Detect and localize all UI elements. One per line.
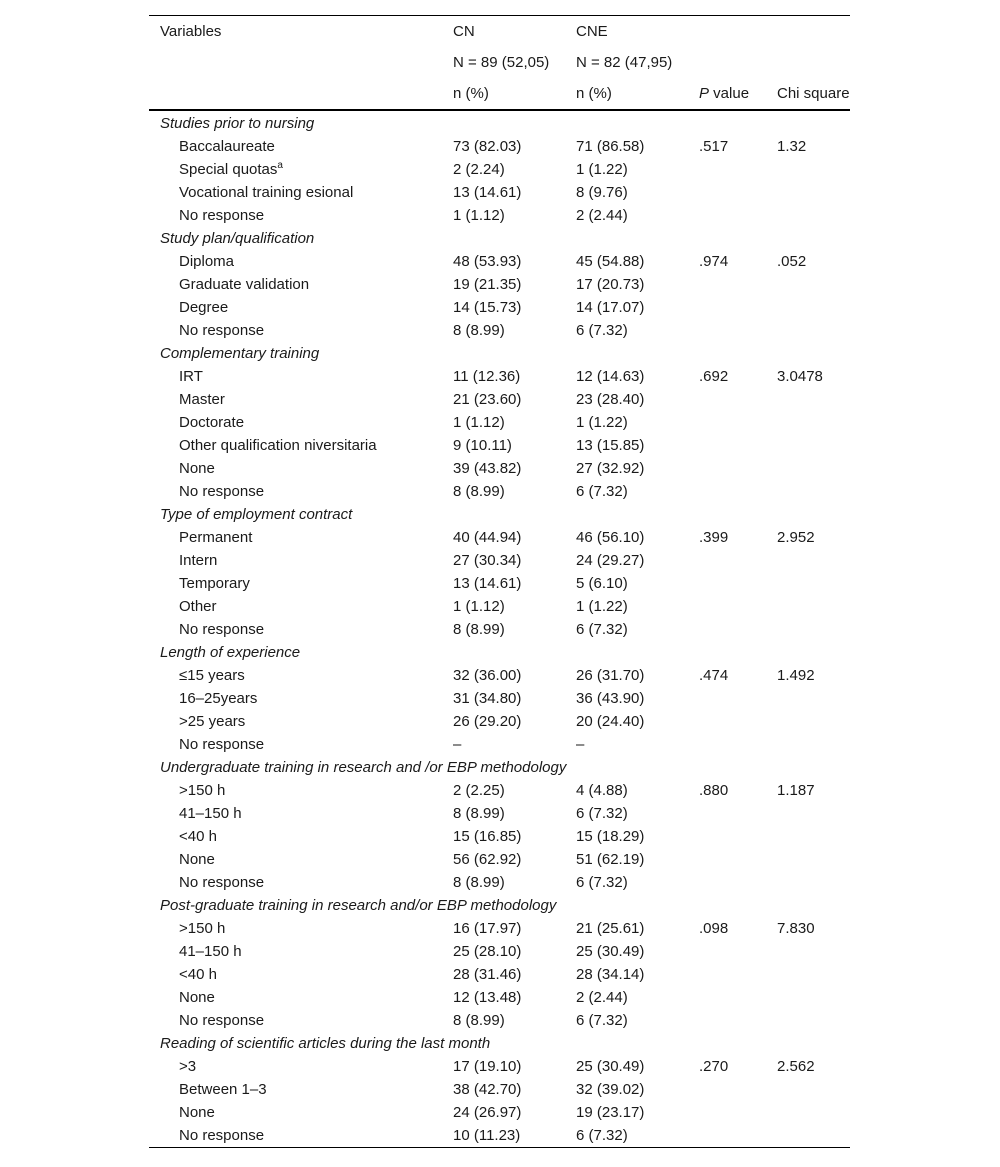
row-label	[149, 365, 453, 388]
cn-value: 2 (2.24)	[453, 161, 505, 178]
cne-value: 19 (23.17)	[576, 1104, 645, 1121]
p-value: .974	[699, 253, 729, 270]
chi-square-value	[777, 204, 850, 227]
section-header-row	[149, 227, 850, 250]
table-row	[149, 940, 850, 963]
section-header-row	[149, 756, 850, 779]
chi-square-value	[777, 825, 850, 848]
chi-square-value	[777, 940, 850, 963]
section-header-row	[149, 894, 850, 917]
table-row	[149, 158, 850, 181]
table-row	[149, 273, 850, 296]
header-empty	[699, 47, 777, 78]
row-label	[149, 319, 453, 342]
p-value	[699, 480, 777, 503]
row-label-text: None	[179, 460, 215, 477]
cn-value: 9 (10.11)	[453, 437, 512, 454]
table-row	[149, 526, 850, 549]
header-empty	[699, 16, 777, 48]
cne-value: 28 (34.14)	[576, 966, 645, 983]
row-label	[149, 1124, 453, 1148]
p-value: .270	[699, 1058, 729, 1075]
row-label-text: Temporary	[179, 575, 250, 592]
p-value: .880	[699, 782, 729, 799]
chi-square-value	[777, 480, 850, 503]
chi-square-value	[777, 1009, 850, 1032]
section-title: Length of experience	[160, 644, 301, 661]
p-value	[699, 549, 777, 572]
cne-value: 1 (1.22)	[576, 161, 628, 178]
p-value	[699, 618, 777, 641]
chi-square-value	[777, 802, 850, 825]
cn-value: 1 (1.12)	[453, 207, 505, 224]
table-row	[149, 296, 850, 319]
cne-value: 4 (4.88)	[576, 782, 628, 799]
cn-value: 15 (16.85)	[453, 828, 522, 845]
chi-square-value: 1.492	[777, 667, 815, 684]
header-variables: Variables	[160, 23, 222, 40]
row-label	[149, 388, 453, 411]
cn-value: 8 (8.99)	[453, 1012, 505, 1029]
table-row	[149, 1055, 850, 1078]
cne-value: 26 (31.70)	[576, 667, 645, 684]
chi-square-value: 7.830	[777, 920, 815, 937]
p-value: .399	[699, 529, 729, 546]
p-value	[699, 457, 777, 480]
footnote-marker: a	[277, 160, 283, 171]
table-row	[149, 917, 850, 940]
section-header-row	[149, 110, 850, 135]
table-body	[149, 110, 850, 1148]
header-cn: CN	[453, 23, 475, 40]
cn-value: 13 (14.61)	[453, 184, 522, 201]
table-row	[149, 848, 850, 871]
chi-square-value	[777, 158, 850, 181]
cne-value: 1 (1.22)	[576, 598, 628, 615]
row-label	[149, 526, 453, 549]
row-label-text: Graduate validation	[179, 276, 310, 293]
row-label-text: ≤15 years	[179, 667, 245, 684]
cne-value: 6 (7.32)	[576, 322, 628, 339]
header-chi-square: Chi square	[777, 78, 850, 110]
cn-value: 13 (14.61)	[453, 575, 522, 592]
cn-value: 8 (8.99)	[453, 483, 505, 500]
results-table	[149, 15, 850, 1148]
chi-square-value	[777, 296, 850, 319]
cne-value: 17 (20.73)	[576, 276, 645, 293]
table-row	[149, 204, 850, 227]
row-label	[149, 1009, 453, 1032]
row-label	[149, 480, 453, 503]
cn-value: –	[453, 736, 462, 753]
chi-square-value	[777, 986, 850, 1009]
table-row	[149, 986, 850, 1009]
header-p-rest: value	[709, 85, 750, 102]
chi-square-value: 2.952	[777, 529, 815, 546]
cne-value: 2 (2.44)	[576, 207, 628, 224]
chi-square-value	[777, 388, 850, 411]
p-value	[699, 848, 777, 871]
cne-value: 6 (7.32)	[576, 1012, 628, 1029]
section-header-row	[149, 342, 850, 365]
row-label	[149, 917, 453, 940]
table-row	[149, 319, 850, 342]
row-label	[149, 940, 453, 963]
cne-value: 14 (17.07)	[576, 299, 645, 316]
cn-value: 8 (8.99)	[453, 322, 505, 339]
chi-square-value	[777, 273, 850, 296]
row-label-text: No response	[179, 1012, 265, 1029]
cn-value: 11 (12.36)	[453, 368, 521, 385]
p-value	[699, 802, 777, 825]
cne-value: 6 (7.32)	[576, 621, 628, 638]
header-empty	[777, 47, 850, 78]
p-value: .098	[699, 920, 729, 937]
p-value	[699, 871, 777, 894]
chi-square-value: 1.32	[777, 138, 807, 155]
table-row	[149, 480, 850, 503]
chi-square-value	[777, 181, 850, 204]
p-value	[699, 319, 777, 342]
row-label	[149, 158, 453, 181]
chi-square-value	[777, 1124, 850, 1148]
chi-square-value	[777, 572, 850, 595]
cn-value: 8 (8.99)	[453, 621, 505, 638]
row-label	[149, 1055, 453, 1078]
p-value	[699, 1124, 777, 1148]
chi-square-value: 2.562	[777, 1058, 815, 1075]
p-value	[699, 411, 777, 434]
row-label	[149, 687, 453, 710]
table-row	[149, 1124, 850, 1148]
cne-value: 5 (6.10)	[576, 575, 628, 592]
row-label-text: IRT	[179, 368, 203, 385]
cn-value: 25 (28.10)	[453, 943, 522, 960]
cn-value: 48 (53.93)	[453, 253, 522, 270]
header-p-italic: P	[699, 85, 710, 102]
cne-value: 6 (7.32)	[576, 1127, 628, 1144]
row-label-text: Special quotas	[179, 161, 278, 178]
row-label	[149, 572, 453, 595]
p-value: .517	[699, 138, 729, 155]
p-value: .474	[699, 667, 729, 684]
table-row	[149, 595, 850, 618]
p-value	[699, 1009, 777, 1032]
p-value	[699, 986, 777, 1009]
row-label-text: >150 h	[179, 920, 226, 937]
section-title: Type of employment contract	[160, 506, 353, 523]
section-title: Complementary training	[160, 345, 320, 362]
chi-square-value	[777, 710, 850, 733]
row-label	[149, 457, 453, 480]
table-row	[149, 779, 850, 802]
cn-value: 32 (36.00)	[453, 667, 522, 684]
table-row	[149, 710, 850, 733]
p-value	[699, 158, 777, 181]
cne-value: 27 (32.92)	[576, 460, 645, 477]
table-row	[149, 135, 850, 158]
p-value	[699, 1078, 777, 1101]
p-value: .692	[699, 368, 729, 385]
p-value	[699, 572, 777, 595]
row-label	[149, 273, 453, 296]
table-row	[149, 733, 850, 756]
chi-square-value: 3.0478	[777, 368, 823, 385]
p-value	[699, 273, 777, 296]
row-label	[149, 802, 453, 825]
cn-value: 1 (1.12)	[453, 414, 505, 431]
row-label	[149, 779, 453, 802]
header-row-sizes	[149, 47, 850, 78]
chi-square-value: .052	[777, 253, 807, 270]
cne-value: 1 (1.22)	[576, 414, 628, 431]
row-label	[149, 848, 453, 871]
row-label-text: No response	[179, 621, 265, 638]
row-label	[149, 296, 453, 319]
header-empty	[777, 16, 850, 48]
table-row	[149, 457, 850, 480]
chi-square-value	[777, 1078, 850, 1101]
p-value	[699, 963, 777, 986]
cne-value: 8 (9.76)	[576, 184, 628, 201]
p-value	[699, 687, 777, 710]
cn-value: 28 (31.46)	[453, 966, 522, 983]
row-label-text: Between 1–3	[179, 1081, 267, 1098]
cne-value: 13 (15.85)	[576, 437, 645, 454]
cn-value: 26 (29.20)	[453, 713, 522, 730]
cn-value: 39 (43.82)	[453, 460, 522, 477]
row-label	[149, 1101, 453, 1124]
row-label-text: 41–150 h	[179, 805, 242, 822]
table-row	[149, 1078, 850, 1101]
row-label	[149, 549, 453, 572]
cn-value: 14 (15.73)	[453, 299, 522, 316]
table-row	[149, 618, 850, 641]
row-label-text: No response	[179, 1127, 265, 1144]
row-label-text: <40 h	[179, 966, 217, 983]
cn-value: 8 (8.99)	[453, 805, 505, 822]
row-label	[149, 204, 453, 227]
cn-value: 8 (8.99)	[453, 874, 505, 891]
row-label-text: None	[179, 851, 215, 868]
cne-value: 36 (43.90)	[576, 690, 645, 707]
cne-value: 71 (86.58)	[576, 138, 645, 155]
row-label-text: Doctorate	[179, 414, 245, 431]
row-label	[149, 871, 453, 894]
cne-value: 2 (2.44)	[576, 989, 628, 1006]
p-value	[699, 710, 777, 733]
row-label-text: 41–150 h	[179, 943, 242, 960]
chi-square-value	[777, 319, 850, 342]
row-label-text: >150 h	[179, 782, 226, 799]
row-label	[149, 411, 453, 434]
table-row	[149, 365, 850, 388]
cn-value: 10 (11.23)	[453, 1127, 521, 1144]
table-row	[149, 411, 850, 434]
table-row	[149, 572, 850, 595]
p-value	[699, 388, 777, 411]
cn-value: 31 (34.80)	[453, 690, 522, 707]
table-row	[149, 825, 850, 848]
chi-square-value	[777, 618, 850, 641]
p-value	[699, 825, 777, 848]
row-label	[149, 618, 453, 641]
table-row	[149, 434, 850, 457]
row-label-text: None	[179, 1104, 215, 1121]
table-row	[149, 871, 850, 894]
section-header-row	[149, 503, 850, 526]
row-label-text: None	[179, 989, 215, 1006]
cn-value: 1 (1.12)	[453, 598, 505, 615]
cne-value: 25 (30.49)	[576, 1058, 645, 1075]
cne-value: 24 (29.27)	[576, 552, 645, 569]
p-value	[699, 434, 777, 457]
row-label-text: Degree	[179, 299, 229, 316]
cn-value: 56 (62.92)	[453, 851, 522, 868]
cn-value: 2 (2.25)	[453, 782, 505, 799]
p-value	[699, 181, 777, 204]
cne-value: 6 (7.32)	[576, 483, 628, 500]
cn-value: 12 (13.48)	[453, 989, 522, 1006]
row-label-text: Master	[179, 391, 225, 408]
table-row	[149, 802, 850, 825]
chi-square-value	[777, 733, 850, 756]
chi-square-value	[777, 963, 850, 986]
cne-value: 51 (62.19)	[576, 851, 645, 868]
row-label	[149, 135, 453, 158]
header-row-units	[149, 78, 850, 110]
cn-value: 27 (30.34)	[453, 552, 522, 569]
cne-value: 25 (30.49)	[576, 943, 645, 960]
cne-value: 20 (24.40)	[576, 713, 645, 730]
chi-square-value	[777, 549, 850, 572]
row-label	[149, 710, 453, 733]
section-title: Post-graduate training in research and/or EBP methodology	[160, 897, 557, 914]
cne-value: 15 (18.29)	[576, 828, 645, 845]
chi-square-value: 1.187	[777, 782, 815, 799]
row-label-text: Intern	[179, 552, 218, 569]
cne-value: 23 (28.40)	[576, 391, 645, 408]
row-label	[149, 434, 453, 457]
p-value	[699, 204, 777, 227]
chi-square-value	[777, 848, 850, 871]
section-header-row	[149, 1032, 850, 1055]
p-value	[699, 296, 777, 319]
row-label-text: Vocational training esional	[179, 184, 354, 201]
chi-square-value	[777, 434, 850, 457]
row-label	[149, 825, 453, 848]
chi-square-value	[777, 871, 850, 894]
row-label-text: No response	[179, 322, 265, 339]
section-title: Reading of scientific articles during the last month	[160, 1035, 491, 1052]
header-p-value	[699, 78, 777, 110]
row-label	[149, 595, 453, 618]
row-label-text: No response	[179, 483, 265, 500]
row-label-text: >25 years	[179, 713, 246, 730]
row-label	[149, 664, 453, 687]
section-title: Undergraduate training in research and /or EBP methodology	[160, 759, 567, 776]
table-row	[149, 549, 850, 572]
p-value	[699, 595, 777, 618]
chi-square-value	[777, 457, 850, 480]
row-label-text: Other qualification niversitaria	[179, 437, 377, 454]
row-label-text: No response	[179, 874, 265, 891]
cn-value: 38 (42.70)	[453, 1081, 522, 1098]
cne-value: 6 (7.32)	[576, 805, 628, 822]
cne-value: 21 (25.61)	[576, 920, 645, 937]
header-empty	[149, 47, 453, 78]
cne-value: 12 (14.63)	[576, 368, 645, 385]
chi-square-value	[777, 595, 850, 618]
header-cn-n: N = 89 (52,05)	[453, 54, 550, 71]
cne-value: 32 (39.02)	[576, 1081, 645, 1098]
table-row	[149, 1009, 850, 1032]
cne-value: 45 (54.88)	[576, 253, 645, 270]
table-row	[149, 388, 850, 411]
p-value	[699, 733, 777, 756]
cne-value: –	[576, 736, 585, 753]
row-label-text: 16–25years	[179, 690, 258, 707]
table-header	[149, 16, 850, 111]
cne-value: 6 (7.32)	[576, 874, 628, 891]
cn-value: 24 (26.97)	[453, 1104, 522, 1121]
row-label-text: >3	[179, 1058, 197, 1075]
p-value	[699, 1101, 777, 1124]
cn-value: 21 (23.60)	[453, 391, 522, 408]
row-label	[149, 963, 453, 986]
p-value	[699, 940, 777, 963]
section-header-row	[149, 641, 850, 664]
row-label-text: Baccalaureate	[179, 138, 275, 155]
section-title: Study plan/qualification	[160, 230, 315, 247]
table-row	[149, 250, 850, 273]
header-empty	[149, 78, 453, 110]
row-label-text: <40 h	[179, 828, 217, 845]
cn-value: 19 (21.35)	[453, 276, 522, 293]
cn-value: 16 (17.97)	[453, 920, 522, 937]
row-label-text: No response	[179, 736, 265, 753]
cn-value: 17 (19.10)	[453, 1058, 522, 1075]
cn-value: 73 (82.03)	[453, 138, 522, 155]
table-row	[149, 664, 850, 687]
row-label-text: No response	[179, 207, 265, 224]
section-title: Studies prior to nursing	[160, 115, 315, 132]
row-label	[149, 1078, 453, 1101]
header-cne: CNE	[576, 23, 608, 40]
cn-value: 40 (44.94)	[453, 529, 522, 546]
header-cne-unit: n (%)	[576, 78, 699, 110]
row-label	[149, 181, 453, 204]
table-row	[149, 181, 850, 204]
cne-value: 46 (56.10)	[576, 529, 645, 546]
row-label-text: Permanent	[179, 529, 253, 546]
row-label	[149, 986, 453, 1009]
row-label	[149, 733, 453, 756]
table-row	[149, 687, 850, 710]
header-row-groups	[149, 16, 850, 48]
table-row	[149, 1101, 850, 1124]
table-row	[149, 963, 850, 986]
row-label	[149, 250, 453, 273]
chi-square-value	[777, 687, 850, 710]
row-label-text: Diploma	[179, 253, 235, 270]
chi-square-value	[777, 411, 850, 434]
header-cne-n: N = 82 (47,95)	[576, 54, 673, 71]
row-label-text: Other	[179, 598, 217, 615]
header-cn-unit: n (%)	[453, 78, 576, 110]
chi-square-value	[777, 1101, 850, 1124]
